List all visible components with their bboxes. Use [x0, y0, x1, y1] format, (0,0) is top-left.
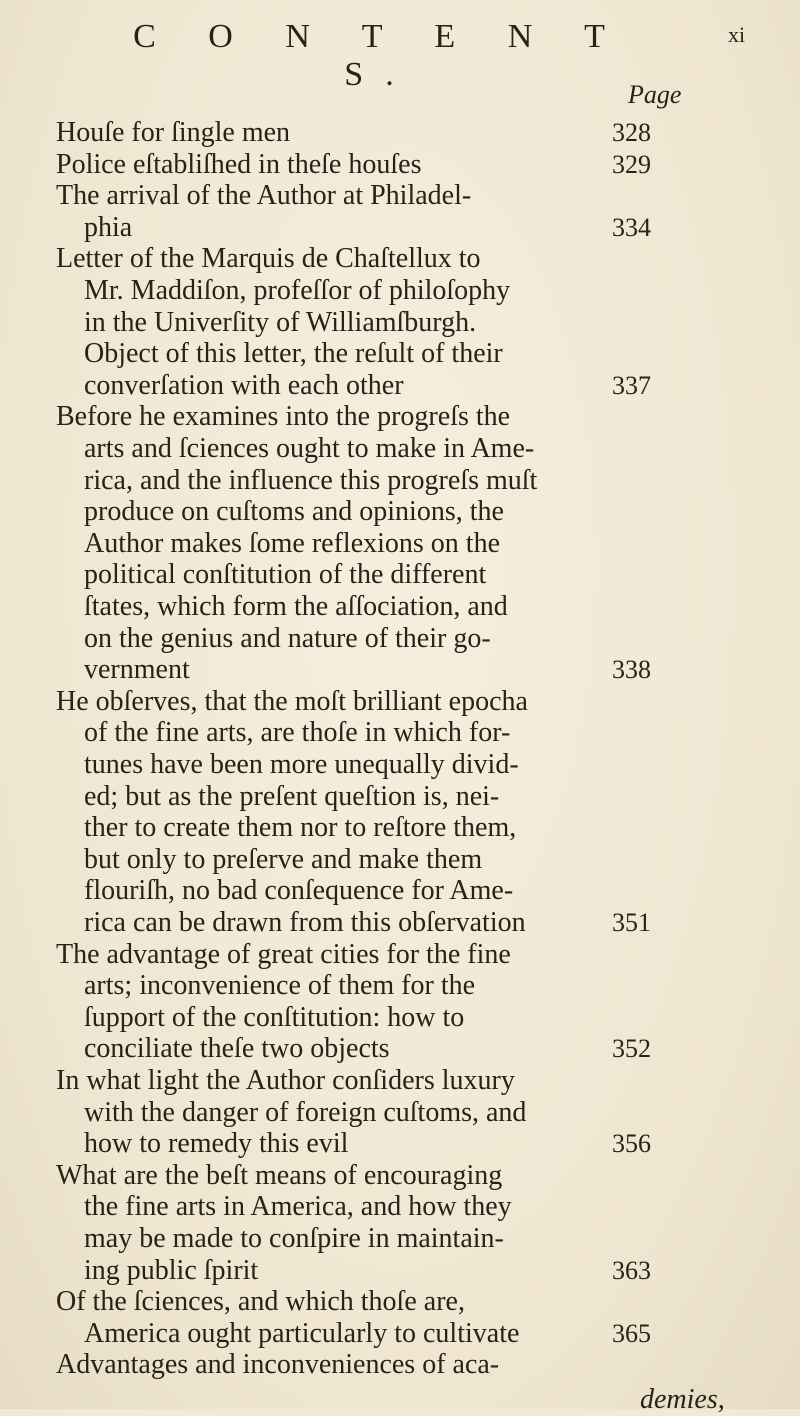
entry-text: conciliate theſe two objects — [84, 1033, 390, 1065]
entry-text: Houſe for ſingle men — [56, 117, 291, 148]
entry-text: tunes have been more unequally divid- — [84, 749, 519, 780]
entry-line — [0, 908, 800, 938]
entry-text: with the danger of foreign cuſtoms, and — [84, 1096, 527, 1128]
entry-page-number: 363 — [612, 1255, 651, 1285]
entry-line — [0, 624, 800, 654]
entry-text: ſtates, which form the aſſociation, and — [84, 591, 508, 622]
entry-line — [0, 1003, 800, 1033]
entry-line — [0, 750, 800, 780]
entry-text: Of the ſciences, and which thoſe are, — [56, 1286, 465, 1318]
entry-text: The arrival of the Author at Philadel- — [56, 180, 472, 212]
entry-line — [0, 1192, 800, 1222]
entry-line — [0, 655, 800, 685]
entry-line — [0, 244, 800, 274]
entry-page-number: 328 — [612, 118, 651, 147]
entry-text: produce on cuſtoms and opinions, the — [84, 496, 504, 528]
entry-text: on the genius and nature of their go- — [84, 622, 491, 654]
entry-text: Mr. Maddiſon, profeſſor of philoſophy — [84, 275, 511, 306]
entry-line — [0, 1129, 800, 1159]
entry-text: Before he examines into the progreſs the — [56, 401, 511, 433]
entry-line — [0, 592, 800, 622]
entry-page-number: 334 — [612, 212, 651, 242]
entry-text: ing public ſpirit — [84, 1254, 259, 1286]
page-number: xi — [728, 22, 746, 47]
entry-line — [0, 560, 800, 590]
entry-page-number: 365 — [612, 1318, 651, 1348]
entry-text: America ought particularly to cultivate — [84, 1317, 520, 1349]
entry-line — [0, 687, 800, 717]
entry-text: ther to create them nor to reſtore them, — [84, 812, 517, 844]
entry-line — [0, 466, 800, 496]
entry-line — [0, 402, 800, 432]
entry-line — [0, 308, 800, 338]
entry-line — [0, 940, 800, 970]
entry-text: What are the beſt means of encouraging — [56, 1159, 503, 1191]
entry-text: arts and ſciences ought to make in Ame- — [84, 433, 535, 464]
running-title: C O N T E N T S. — [133, 18, 627, 93]
entry-line — [0, 434, 800, 464]
entry-text: the fine arts in America, and how they — [84, 1191, 512, 1223]
entry-text: phia — [84, 211, 133, 243]
entry-line — [0, 150, 800, 180]
entry-line — [0, 1256, 800, 1286]
entry-page-number: 337 — [612, 370, 651, 400]
entry-text: Letter of the Marquis de Chaſtellux to — [56, 243, 481, 275]
entry-text: but only to preſerve and make them — [84, 843, 483, 875]
entry-text: flouriſh, no bad conſequence for Ame- — [84, 875, 514, 907]
entry-text: The advantage of great cities for the fine — [56, 938, 511, 970]
entry-text: Object of this letter, the reſult of their — [84, 338, 503, 370]
entry-text: of the fine arts, are thoſe in which for- — [84, 717, 511, 749]
entry-line — [0, 1098, 800, 1128]
entry-line — [0, 339, 800, 369]
entry-line — [0, 718, 800, 748]
entry-line — [0, 1224, 800, 1254]
entry-page-number: 338 — [612, 655, 651, 685]
entry-text: Author makes ſome reflexions on the — [84, 527, 501, 559]
entry-text: He obſerves, that the moſt brilliant epocha — [56, 685, 528, 717]
entry-page-number: 356 — [612, 1129, 651, 1159]
entry-line — [0, 181, 800, 211]
entry-line — [0, 876, 800, 906]
entry-text: vernment — [84, 654, 190, 686]
entry-text: In what light the Author conſiders luxury — [56, 1065, 515, 1096]
entry-text: may be made to conſpire in maintain- — [84, 1223, 504, 1254]
entry-text: arts; inconvenience of them for the — [84, 970, 476, 1002]
entry-line — [0, 529, 800, 559]
entry-line — [0, 371, 800, 401]
entry-line — [0, 1319, 800, 1349]
entry-line — [0, 1287, 800, 1317]
entry-text: in the Univerſity of Williamſburgh. — [84, 306, 477, 338]
entry-line — [0, 1350, 800, 1380]
entry-line — [0, 971, 800, 1001]
entry-page-number: 329 — [612, 149, 651, 179]
entry-text: rica, and the influence this progreſs muſt — [84, 464, 538, 496]
entry-line — [0, 813, 800, 843]
entry-page-number: 351 — [612, 908, 651, 937]
page-column-heading: Page — [628, 80, 682, 109]
entry-text: Police eſtabliſhed in theſe houſes — [56, 148, 422, 180]
entry-line — [0, 276, 800, 306]
entry-line — [0, 1034, 800, 1064]
entry-text: rica can be drawn from this obſervation — [84, 907, 526, 938]
entry-text: converſation with each other — [84, 369, 404, 401]
entry-line — [0, 118, 800, 148]
catchword: demies, — [640, 1384, 725, 1415]
entry-page-number: 352 — [612, 1034, 651, 1064]
entry-line — [0, 845, 800, 875]
entry-text: Advantages and inconveniences of aca- — [56, 1349, 500, 1381]
entry-text: political conſtitution of the different — [84, 559, 487, 591]
entry-text: ſupport of the conſtitution: how to — [84, 1001, 465, 1033]
entry-line — [0, 782, 800, 812]
entry-text: how to remedy this evil — [84, 1128, 349, 1160]
entry-line — [0, 1066, 800, 1096]
entry-text: ed; but as the preſent queſtion is, nei- — [84, 780, 500, 812]
entry-line — [0, 213, 800, 243]
entry-line — [0, 1161, 800, 1191]
entry-line — [0, 497, 800, 527]
